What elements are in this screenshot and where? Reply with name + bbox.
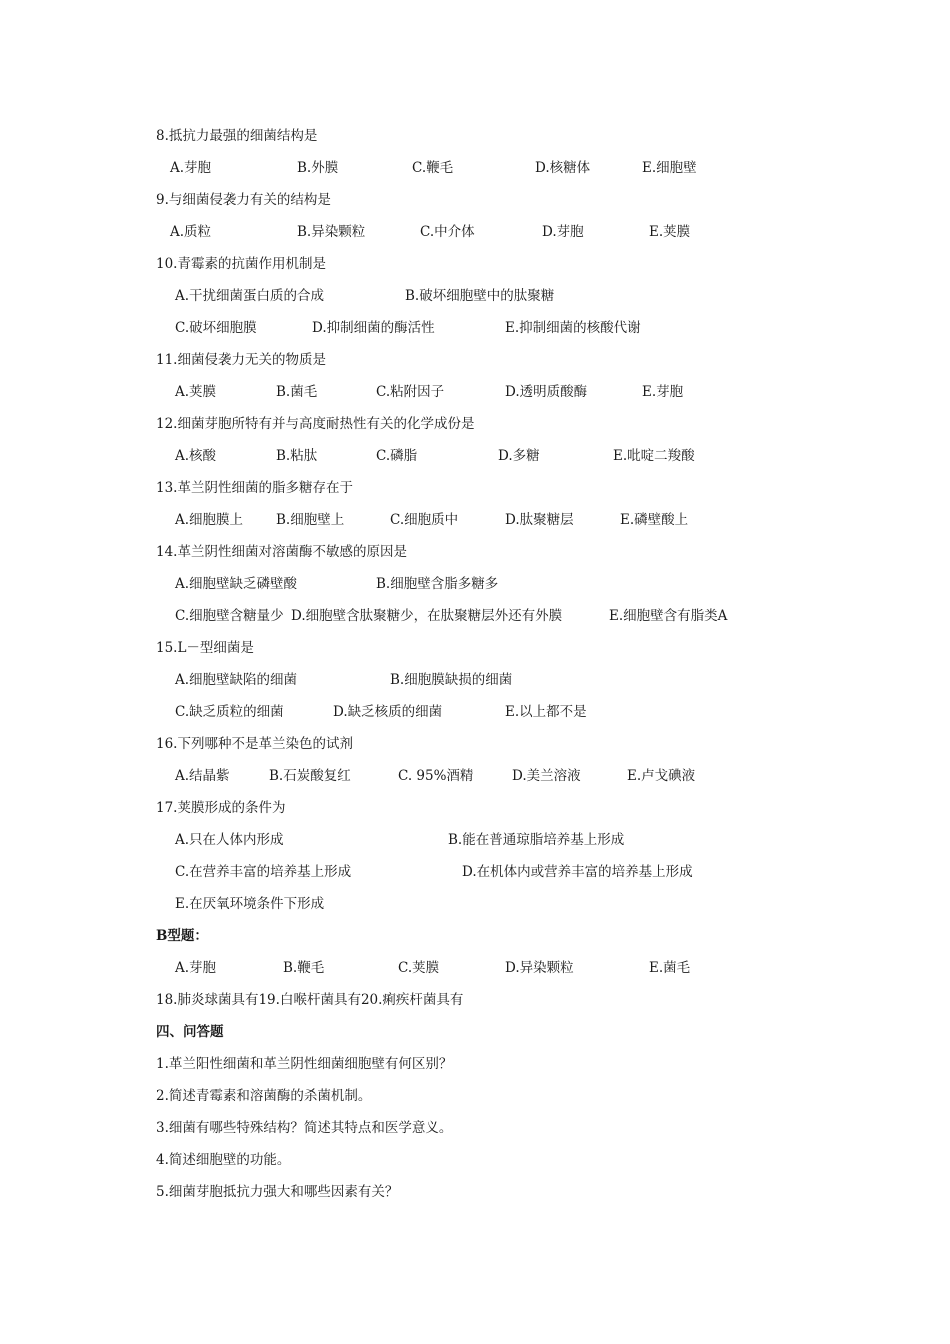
question-stem: 9.与细菌侵袭力有关的结构是: [156, 192, 331, 208]
question-stem: 12.细菌芽胞所特有并与高度耐热性有关的化学成份是: [156, 416, 475, 432]
option: D.细胞壁含肽聚糖少，在肽聚糖层外还有外膜: [291, 608, 563, 624]
option-row: [0, 383, 950, 401]
option: D.芽胞: [542, 224, 584, 240]
option: A.只在人体内形成: [175, 832, 284, 848]
option: E.在厌氧环境条件下形成: [175, 896, 325, 912]
option: E.抑制细菌的核酸代谢: [505, 320, 641, 336]
option: E.荚膜: [649, 224, 691, 240]
option: C.破坏细胞膜: [175, 320, 257, 336]
option: A.核酸: [175, 448, 217, 464]
option-row: [0, 831, 950, 849]
option: A.干扰细菌蛋白质的合成: [175, 288, 325, 304]
option-row: [0, 607, 950, 625]
essay-question: 2.简述青霉素和溶菌酶的杀菌机制。: [156, 1088, 372, 1104]
option: A.芽胞: [170, 160, 212, 176]
option: A.细胞膜上: [175, 512, 244, 528]
option: B.细胞壁上: [276, 512, 345, 528]
option-row: [0, 767, 950, 785]
option: E.吡啶二羧酸: [613, 448, 695, 464]
option: D.美兰溶液: [512, 768, 581, 784]
option: A.结晶紫: [175, 768, 230, 784]
option: A.细胞壁缺乏磷壁酸: [175, 576, 298, 592]
option: D.核糖体: [535, 160, 591, 176]
option: C. 95%酒精: [398, 768, 474, 784]
section-heading-essay: 四、问答题: [156, 1024, 224, 1040]
option-row: [0, 319, 950, 337]
question-stem: 8.抵抗力最强的细菌结构是: [156, 128, 318, 144]
option: B.细胞膜缺损的细菌: [390, 672, 513, 688]
question-stem: 15.L－型细菌是: [156, 640, 254, 656]
option: B.石炭酸复红: [269, 768, 351, 784]
question-stem: 14.革兰阴性细菌对溶菌酶不敏感的原因是: [156, 544, 407, 560]
option: E.以上都不是: [505, 704, 587, 720]
option-row: [0, 671, 950, 689]
section-heading-b-type: B型题：: [156, 928, 208, 944]
option: D.肽聚糖层: [505, 512, 574, 528]
option: C.缺乏质粒的细菌: [175, 704, 284, 720]
option: C.细胞质中: [390, 512, 459, 528]
b-type-items: 18.肺炎球菌具有19.白喉杆菌具有20.痢疾杆菌具有: [156, 992, 464, 1008]
option: A.荚膜: [175, 384, 217, 400]
option: E.细胞壁: [642, 160, 697, 176]
option: C.在营养丰富的培养基上形成: [175, 864, 352, 880]
option: B.细胞壁含脂多糖多: [376, 576, 499, 592]
option-row: [0, 287, 950, 305]
option-row: [0, 863, 950, 881]
option: C.细胞壁含糖量少: [175, 608, 284, 624]
option: A.细胞壁缺陷的细菌: [175, 672, 298, 688]
option-row: [0, 959, 950, 977]
question-stem: 11.细菌侵袭力无关的物质是: [156, 352, 326, 368]
option: C.粘附因子: [376, 384, 445, 400]
option: D.异染颗粒: [505, 960, 574, 976]
option: E.磷壁酸上: [620, 512, 689, 528]
option-row: [0, 575, 950, 593]
option: A.芽胞: [175, 960, 217, 976]
option: B.异染颗粒: [297, 224, 366, 240]
option: D.在机体内或营养丰富的培养基上形成: [462, 864, 693, 880]
question-stem: 10.青霉素的抗菌作用机制是: [156, 256, 326, 272]
option: E.菌毛: [649, 960, 691, 976]
option-row: [0, 511, 950, 529]
option: C.荚膜: [398, 960, 440, 976]
option: B.菌毛: [276, 384, 318, 400]
option: A.质粒: [170, 224, 212, 240]
option-row: [0, 159, 950, 177]
option: E.卢戈碘液: [627, 768, 696, 784]
option-row: [0, 895, 950, 913]
option: C.中介体: [420, 224, 475, 240]
essay-question: 5.细菌芽胞抵抗力强大和哪些因素有关？: [156, 1184, 399, 1200]
option: E.细胞壁含有脂类A: [609, 608, 728, 624]
option-row: [0, 447, 950, 465]
option: B.粘肽: [276, 448, 318, 464]
question-stem: 16.下列哪种不是革兰染色的试剂: [156, 736, 353, 752]
option-row: [0, 223, 950, 241]
question-stem: 13.革兰阴性细菌的脂多糖存在于: [156, 480, 353, 496]
option: B.鞭毛: [283, 960, 325, 976]
option: B.破坏细胞壁中的肽聚糖: [405, 288, 555, 304]
option: B.外膜: [297, 160, 339, 176]
option: E.芽胞: [642, 384, 684, 400]
option: D.抑制细菌的酶活性: [312, 320, 435, 336]
option: C.鞭毛: [412, 160, 454, 176]
option: C.磷脂: [376, 448, 418, 464]
option: D.缺乏核质的细菌: [333, 704, 443, 720]
option: D.多糖: [498, 448, 540, 464]
essay-question: 3.细菌有哪些特殊结构？简述其特点和医学意义。: [156, 1120, 453, 1136]
question-stem: 17.荚膜形成的条件为: [156, 800, 286, 816]
option: B.能在普通琼脂培养基上形成: [448, 832, 625, 848]
option-row: [0, 703, 950, 721]
essay-question: 4.简述细胞壁的功能。: [156, 1152, 291, 1168]
option: D.透明质酸酶: [505, 384, 588, 400]
essay-question: 1.革兰阳性细菌和革兰阴性细菌细胞壁有何区别？: [156, 1056, 453, 1072]
